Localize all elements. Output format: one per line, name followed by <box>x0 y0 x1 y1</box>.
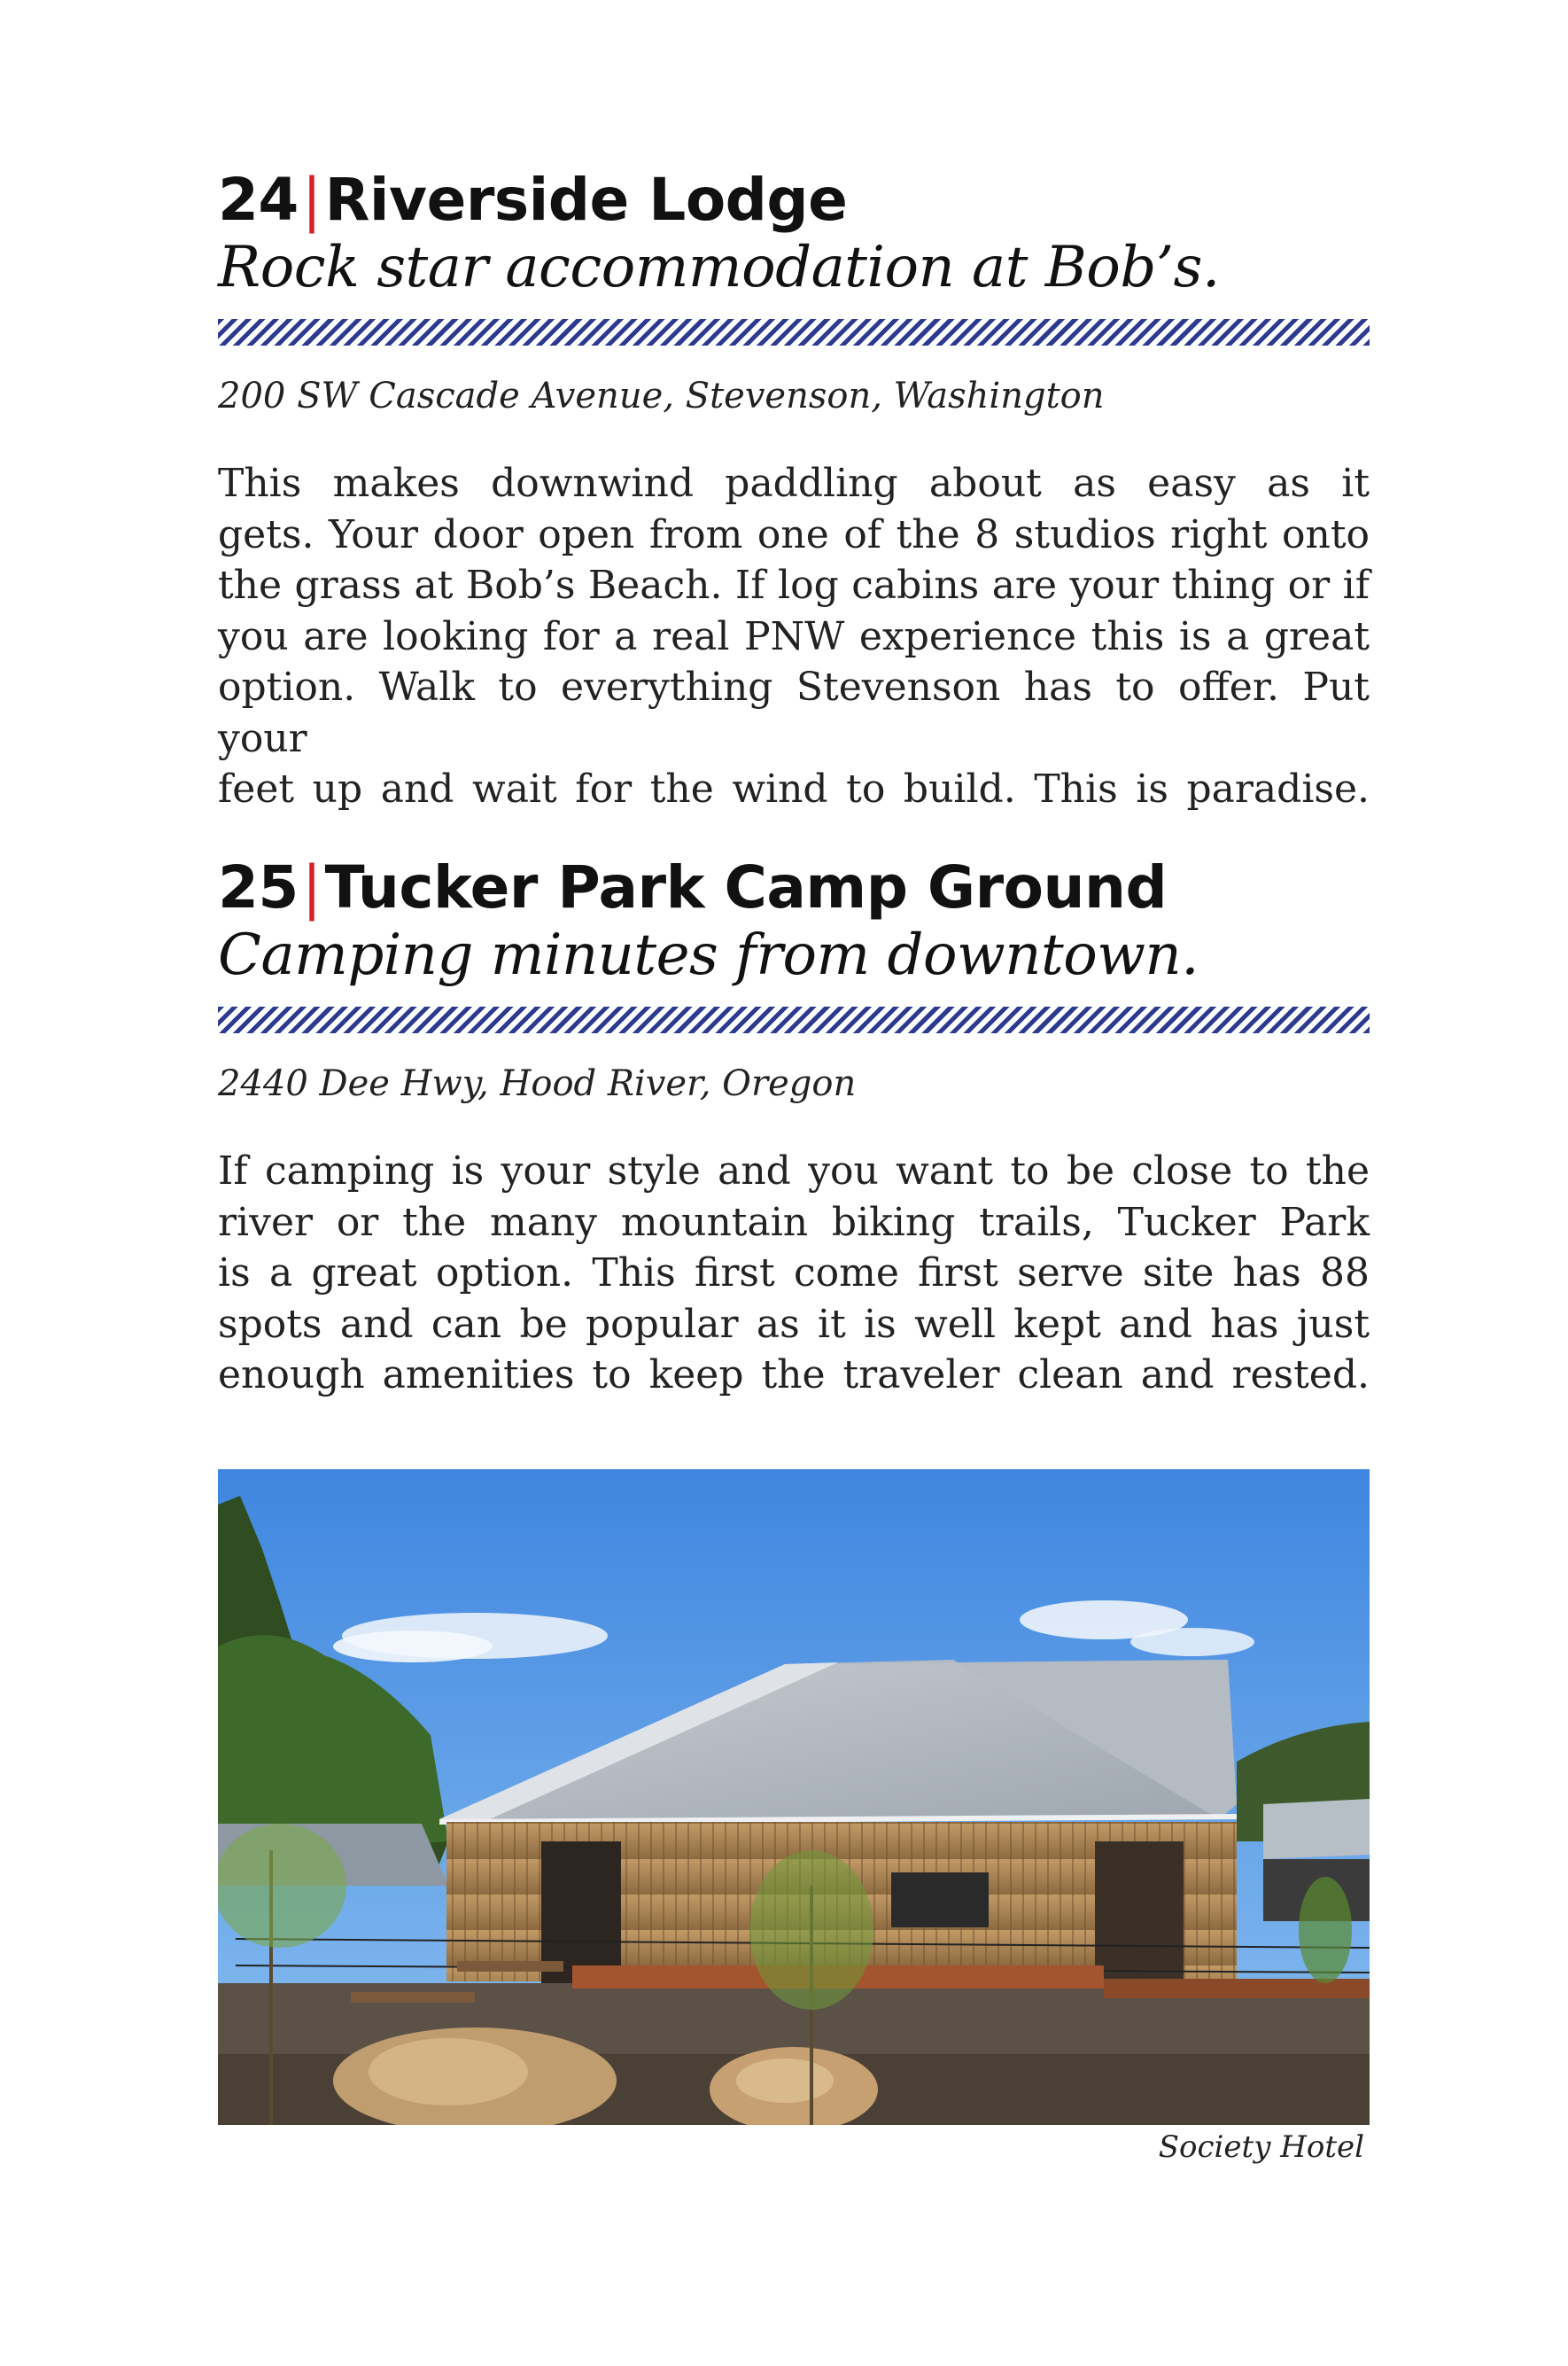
hotel-photo <box>218 1469 1370 2125</box>
section-25-title <box>218 854 1370 922</box>
section-24 <box>218 167 1370 815</box>
section-25-address: 2440 Dee Hwy, Hood River, Oregon <box>218 1063 857 1104</box>
body-line: spots and can be popular as it is well kept and has just <box>218 1301 1370 1347</box>
section-24-address: 200 SW Cascade Avenue, Stevenson, Washington <box>218 376 1105 416</box>
section-24-name: Riverside Lodge <box>324 166 848 234</box>
body-line: This makes downwind paddling about as easy as it <box>218 461 1370 506</box>
body-line: If camping is your style and you want to be close to the <box>218 1148 1370 1194</box>
body-line: is a great option. This first come first serve site has 88 <box>218 1250 1370 1296</box>
hatched-divider <box>218 1007 1370 1033</box>
body-line: enough amenities to keep the traveler clean and rested. <box>218 1352 1370 1397</box>
title-separator: | <box>301 853 322 922</box>
section-24-tagline: Rock star accommodation at Bob’s. <box>218 235 1220 300</box>
body-line: the grass at Bob’s Beach. If log cabins are your thing or if <box>218 563 1370 608</box>
section-25-name: Tucker Park Camp Ground <box>324 853 1168 922</box>
section-25-body <box>218 1146 1370 1401</box>
section-25 <box>218 854 1370 1401</box>
section-24-body <box>218 458 1370 815</box>
body-line: option. Walk to everything Stevenson has to offer. Put your <box>218 665 1370 761</box>
section-24-number: 24 <box>218 166 299 234</box>
body-line: you are looking for a real PNW experience this is a great <box>218 613 1370 659</box>
body-line: gets. Your door open from one of the 8 studios right onto <box>218 511 1370 557</box>
body-line: river or the many mountain biking trails, Tucker Park <box>218 1199 1370 1245</box>
photo-caption: Society Hotel <box>1158 2129 1364 2165</box>
hatched-divider <box>218 319 1370 346</box>
section-25-number: 25 <box>218 853 299 922</box>
title-separator: | <box>301 166 322 234</box>
section-24-title <box>218 167 1370 234</box>
body-line: feet up and wait for the wind to build. This is paradise. <box>218 767 1370 812</box>
section-25-tagline: Camping minutes from downtown. <box>218 922 1199 988</box>
